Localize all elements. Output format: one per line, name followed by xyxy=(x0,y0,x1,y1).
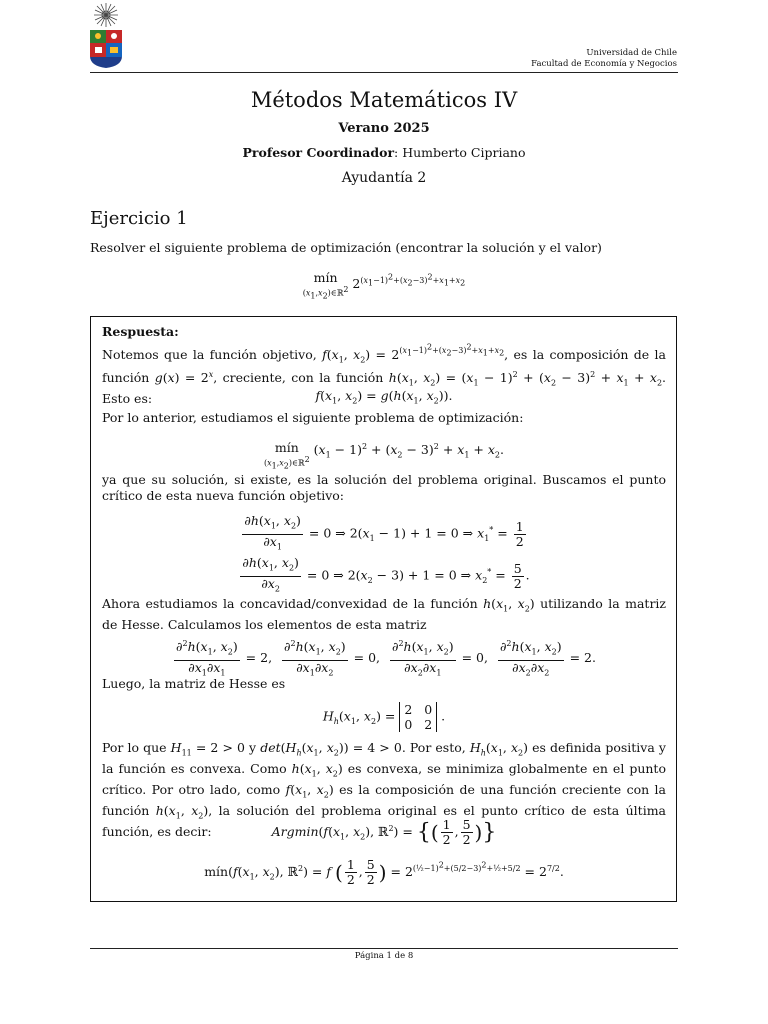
coordinator-name: : Humberto Cipriano xyxy=(394,145,526,160)
answer-text: . Esto es: xyxy=(102,370,667,407)
argmin-equation: $Argmin(f(x_1$, $x_2$), ℝ$^2$) = {( $\frac{1}{2}$ , $\frac{5}{2}$ )} xyxy=(271,817,497,847)
answer-paragraph-4: Ahora estudiamos la concavidad/convexidad de la función $h(x_1$, $x_2$) utilizando la matriz de Hesse. Calculamos los elementos de esta matriz xyxy=(102,596,666,632)
answer-text: , la solución del problema original es el punto crítico de esta última función, es decir: xyxy=(102,803,666,839)
exercise-statement: Resolver el siguiente problema de optimización (encontrar la solución y el valor) xyxy=(90,240,602,255)
header-rule xyxy=(90,72,678,73)
faculty-name: Facultad de Economía y Negocios xyxy=(531,59,677,69)
answer-text: , es la composición de la función xyxy=(102,346,666,386)
hessian-equation: $H_h(x_1$, $x_2) = 2$ 0 0 2 . xyxy=(322,702,446,732)
session-title: Ayudantía 2 xyxy=(341,170,427,186)
term: Verano 2025 xyxy=(338,121,430,136)
reduced-problem-equation: mín $(x_1,x_2)\in ℝ^2$ $(x_1 - 1)^2 + (x_2 - 3)^2 + x_1 + x_2$. xyxy=(264,440,504,471)
problem-equation: mín $(x_1,x_2)\in ℝ^2$ $2^{(x_1-1)^2+(x_2-3)^2+x_1+x_2}$ xyxy=(302,270,466,301)
answer-text: y xyxy=(249,740,257,755)
answer-text: Ahora estudiamos la concavidad/convexidad de la función xyxy=(102,596,478,611)
coordinator-label: Profesor Coordinador xyxy=(242,145,395,160)
exercise-heading: Ejercicio 1 xyxy=(90,208,188,229)
answer-text: utilizando la matriz de Hesse. Calculamos los elementos de esta matriz xyxy=(102,596,666,632)
answer-paragraph-3: ya que su solución, si existe, es la solución del problema original. Buscamos el punto crítico de esta nueva función objetivo: xyxy=(102,472,666,503)
answer-text: Por lo que xyxy=(102,740,167,755)
coordinator-line xyxy=(0,145,768,160)
answer-text: Notemos que la función objetivo, xyxy=(102,346,317,362)
page-number: Página 1 de 8 xyxy=(354,951,414,961)
answer-paragraph-6: Por lo que $H_{11} = 2 > 0$ y $\det(H_h(x_1$, $x_2)) = 4 > 0$. Por esto, $H_h(x_1$, $x_2$) es definida positiva y la función es convexa. Como $h(x_1$, $x_2$) es convexa, se minimiza globalmente en el punto crítico. Por otro lado, como $f(x_1$, $x_2$) es la composición de una función creciente con la función $h(x_1$, $x_2$), la solución del problema original es el punto crítico de esta última función, es decir: xyxy=(102,740,666,839)
composition-equation: $f(x_1$, $x_2) = g(h(x_1$, $x_2$)). xyxy=(315,388,453,406)
partial-x1-equation: $\frac{\partial h(x_1, x_2)}{\partial x_1}$ = 0 ⇒ $2(x_1 - 1) + 1 = 0$ ⇒ $x_1^*$ = $\frac{1}{2}$ xyxy=(244,513,524,551)
footer-rule xyxy=(90,948,678,949)
partial-x2-equation: $\frac{\partial h(x_1, x_2)}{\partial x_2}$ = 0 ⇒ $2(x_2 - 3) + 1 = 0$ ⇒ $x_2^*$ = $\frac{5}{2}$ . xyxy=(242,555,530,593)
university-name: Universidad de Chile xyxy=(586,48,677,58)
answer-text: es convexa, se minimiza globalmente en el punto crítico. Por otro lado, como xyxy=(102,761,666,797)
answer-paragraph-5: Luego, la matriz de Hesse es xyxy=(102,676,286,691)
answer-paragraph-2: Por lo anterior, estudiamos el siguiente problema de optimización: xyxy=(102,410,524,425)
answer-text: es la composición de una función creciente con la función xyxy=(102,782,666,818)
answer-text: , creciente, con la función xyxy=(213,370,384,386)
answer-text: . Por esto, xyxy=(401,740,466,755)
second-derivatives-equation: $\frac{\partial^2h(x_1, x_2)}{\partial x_1\partial x_1}$ = 2, $\frac{\partial^2h(x_1, x_2)}{\partial x_1\partial x_2}$ = 0, $\frac{\partial^2h(x_1, x_2)}{\partial x_2\partial x_1}$ = 0, $\frac{\partial^2h(x_1, x_2)}{\partial x_2\partial x_2}$ = 2. xyxy=(176,639,596,678)
university-logo xyxy=(88,2,124,68)
answer-paragraph-1: Respuesta: Notemos que la función objetivo, $f(x_1$, $x_2) = 2^{(x_1-1)^2+(x_2-3)^2+x_1+x_2}$, es la composición de la función $g(x) = 2^x$, creciente, con la función $h(x_1$, $x_2) = (x_1 - 1)^2 + (x_2 - 3)^2 + x_1 + x_2$. Esto es: xyxy=(102,324,667,407)
document-title: Métodos Matemáticos IV xyxy=(250,88,518,112)
answer-label: Respuesta: xyxy=(102,324,179,339)
institution-block xyxy=(531,48,677,70)
answer-text: es definida positiva y la función es convexa. Como xyxy=(102,740,666,776)
min-value-equation: $mín(f(x_1$, $x_2$), ℝ$^2$) = f ( $\frac{1}{2}$ , $\frac{5}{2}$ ) = $2^{(\frac{1}{2}-1)^2+(5/2-3)^2+\frac{1}{2}+5/2} = 2^{7/2}$. xyxy=(204,857,564,887)
